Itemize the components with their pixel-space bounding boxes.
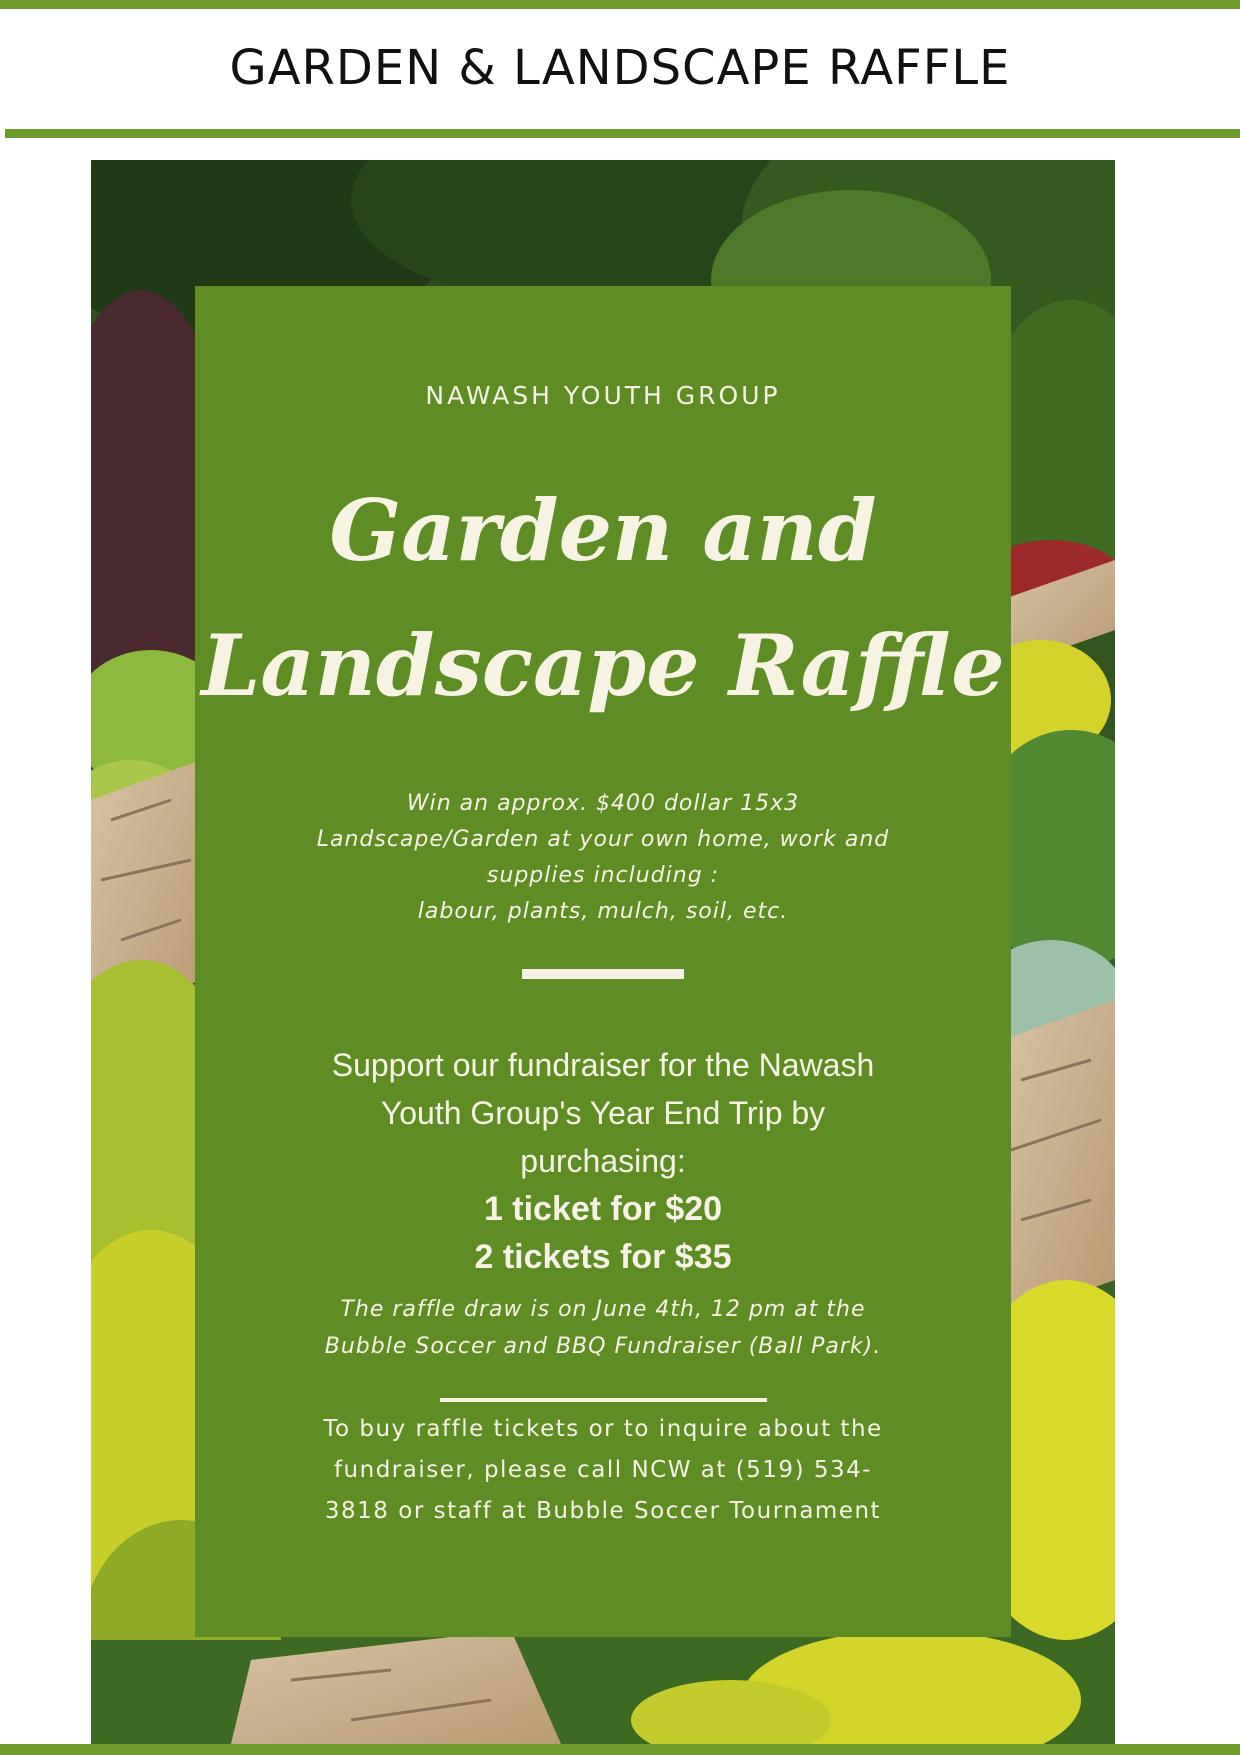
contact-line: fundraiser, please call NCW at (519) 534- <box>333 1457 873 1483</box>
prize-line: supplies including : <box>486 863 720 888</box>
contact-line: To buy raffle tickets or to inquire about the <box>323 1416 883 1442</box>
contact-info <box>195 1409 1011 1532</box>
support-line: Support our fundraiser for the Nawash <box>331 1047 875 1083</box>
bottom-rule <box>0 1744 1240 1755</box>
raffle-info-panel <box>195 286 1011 1637</box>
prize-line: labour, plants, mulch, soil, etc. <box>417 899 789 924</box>
contact-line: 3818 or staff at Bubble Soccer Tournament <box>324 1498 882 1524</box>
prize-line: Landscape/Garden at your own home, work and <box>316 827 890 852</box>
ticket-price-double: 2 tickets for $35 <box>474 1238 732 1276</box>
support-line: purchasing: <box>520 1143 686 1179</box>
title-underline-rule <box>5 129 1240 138</box>
support-message <box>195 1041 1011 1281</box>
divider-line <box>440 1398 767 1402</box>
poster-title-line-1: Garden and <box>329 481 877 580</box>
page-title: GARDEN & LANDSCAPE RAFFLE <box>229 40 1011 96</box>
garden-photo-background <box>91 160 1115 1744</box>
draw-line: The raffle draw is on June 4th, 12 pm at the <box>340 1297 866 1322</box>
ticket-price-single: 1 ticket for $20 <box>483 1190 723 1228</box>
support-line: Youth Group's Year End Trip by <box>380 1095 826 1131</box>
top-rule <box>0 0 1240 9</box>
divider-bar <box>522 969 684 979</box>
draw-details <box>195 1291 1011 1365</box>
organization-name: NAWASH YOUTH GROUP <box>425 381 781 410</box>
prize-description <box>195 786 1011 930</box>
prize-line: Win an approx. $400 dollar 15x3 <box>406 791 800 816</box>
draw-line: Bubble Soccer and BBQ Fundraiser (Ball Park). <box>324 1334 882 1359</box>
poster-title-line-2: Landscape Raffle <box>201 616 1005 715</box>
